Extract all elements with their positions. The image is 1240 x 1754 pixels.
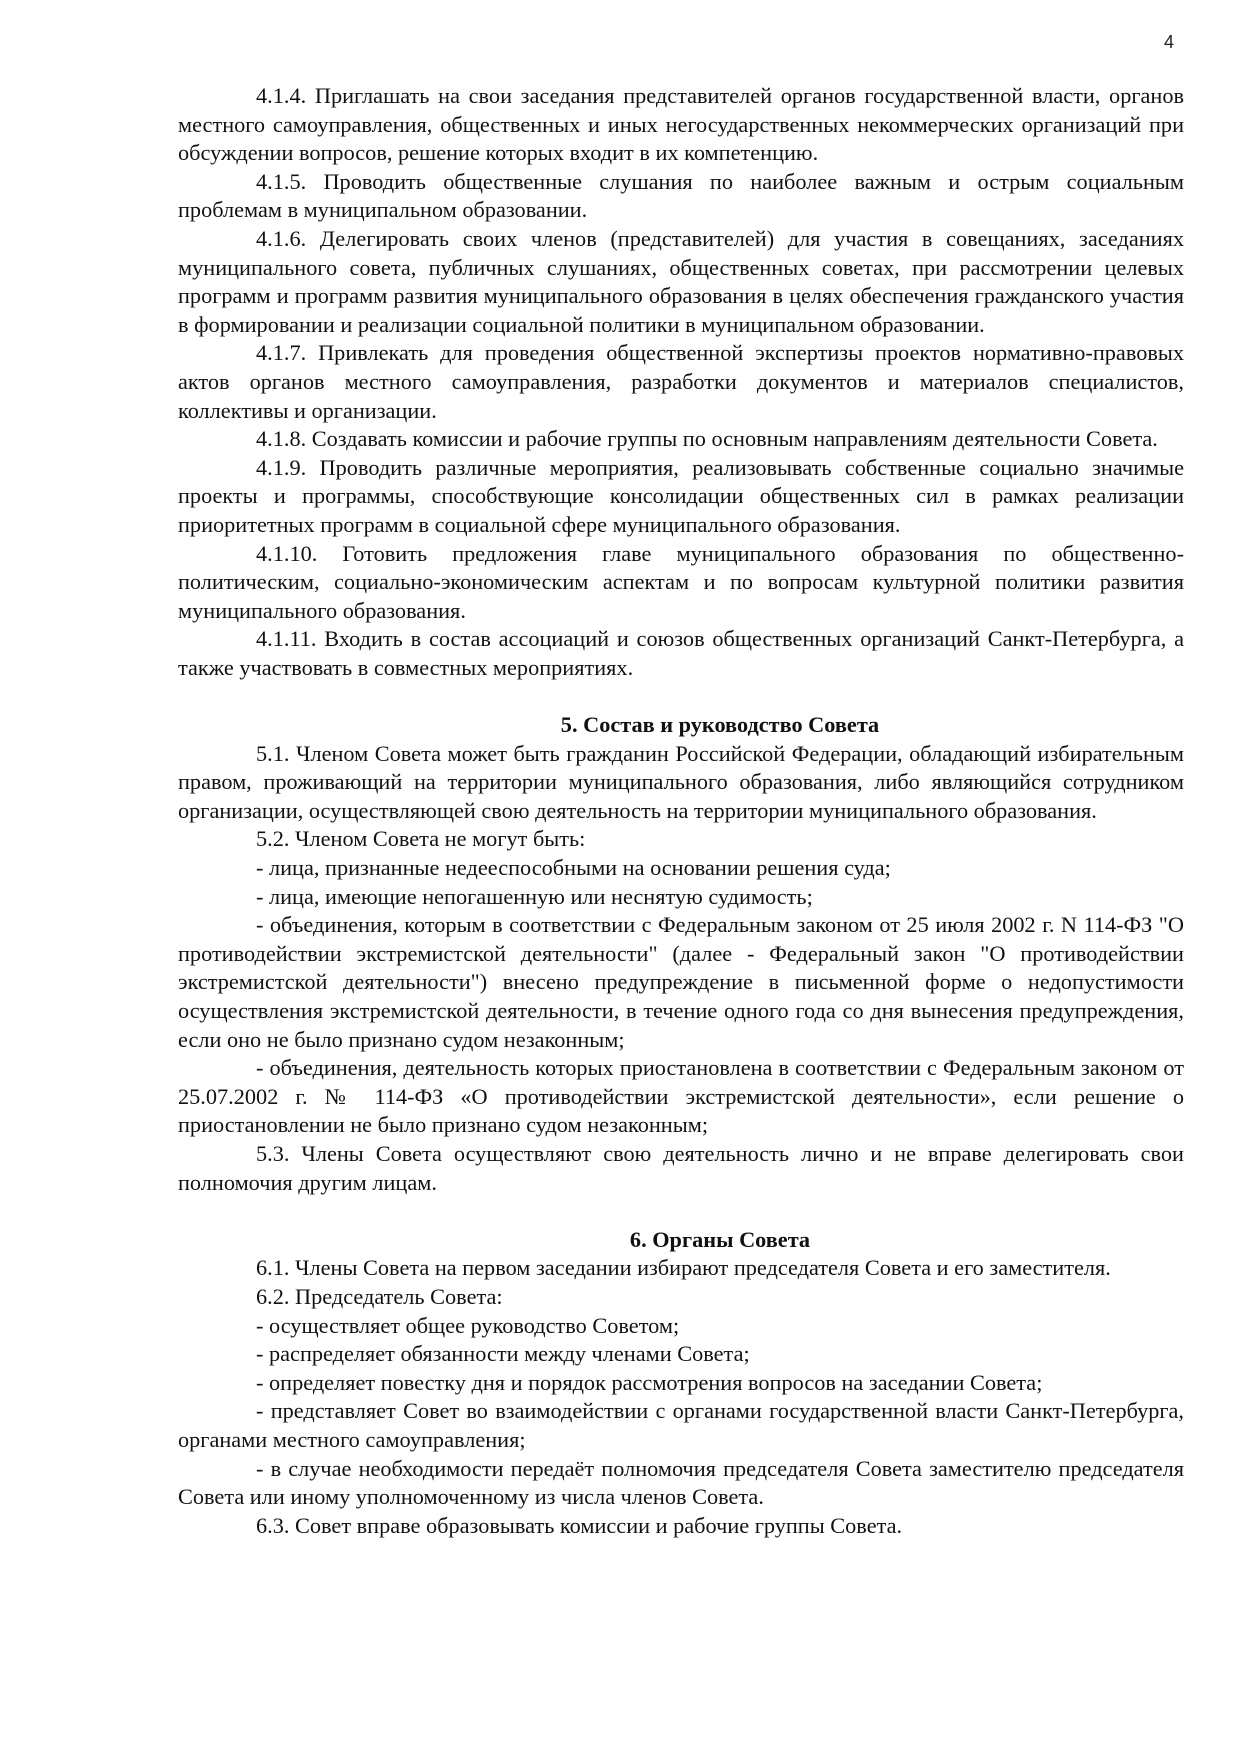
paragraph-5-1: 5.1. Членом Совета может быть гражданин Российской Федерации, обладающий избирательным правом, проживающий на территории муниципального образования, либо являющийся сотрудником организации, осуществляющей свою деятельность на территории муниципального образования.: [178, 740, 1184, 823]
document-body: [178, 82, 1184, 1540]
list-item: - в случае необходимости передаёт полномочия председателя Совета заместителю председателя Совета или иному уполномоченному из числа членов Совета.: [178, 1455, 1184, 1510]
list-item: - объединения, которым в соответствии с Федеральным законом от 25 июля 2002 г. N 114-ФЗ "О противодействии экстремистской деятельности" (далее - Федеральный закон "О противодействии экстремистской деятельности") внесено предупреждение в письменной форме о недопустимости осуществления экстремистской деятельности, в течение одного года со дня вынесения предупреждения, если оно не было признано судом незаконным;: [178, 912, 1184, 1052]
paragraph-4-1-8: 4.1.8. Создавать комиссии и рабочие группы по основным направлениям деятельности Совета.: [256, 426, 1158, 452]
page-number: 4: [1163, 32, 1174, 52]
list-item: - лица, имеющие непогашенную или неснятую судимость;: [256, 883, 813, 909]
section-6-heading: 6. Органы Совета: [629, 1226, 811, 1252]
paragraph-4-1-9: 4.1.9. Проводить различные мероприятия, реализовывать собственные социально значимые проекты и программы, способствующие консолидации общественных сил в рамках реализации приоритетных программ в социальной сфере муниципального образования.: [178, 454, 1184, 537]
paragraph-4-1-5: 4.1.5. Проводить общественные слушания по наиболее важным и острым социальным проблемам в муниципальном образовании.: [178, 168, 1184, 223]
section-5-heading: 5. Состав и руководство Совета: [560, 712, 880, 738]
paragraph-5-2: 5.2. Членом Совета не могут быть:: [256, 826, 586, 852]
section-spacer: [178, 1197, 1184, 1226]
paragraph-5-3: 5.3. Члены Совета осуществляют свою деятельность лично и не вправе делегировать свои полномочия другим лицам.: [178, 1140, 1184, 1195]
list-item: - определяет повестку дня и порядок рассмотрения вопросов на заседании Совета;: [256, 1369, 1043, 1395]
list-item: - распределяет обязанности между членами Совета;: [256, 1341, 750, 1367]
list-item: - осуществляет общее руководство Советом;: [256, 1312, 680, 1338]
paragraph-6-2: 6.2. Председатель Совета:: [256, 1283, 503, 1309]
section-spacer: [178, 682, 1184, 711]
list-item: - представляет Совет во взаимодействии с органами государственной власти Санкт-Петербурга, органами местного самоуправления;: [178, 1398, 1184, 1452]
paragraph-6-3: 6.3. Совет вправе образовывать комиссии и рабочие группы Совета.: [256, 1512, 903, 1538]
list-item: - лица, признанные недееспособными на основании решения суда;: [256, 855, 891, 881]
paragraph-4-1-6: 4.1.6. Делегировать своих членов (представителей) для участия в совещаниях, заседаниях муниципального совета, публичных слушаниях, общественных советах, при рассмотрении целевых программ и программ развития муниципального образования в целях обеспечения гражданского участия в формировании и реализации социальной политики в муниципальном образовании.: [178, 225, 1184, 337]
paragraph-4-1-11: 4.1.11. Входить в состав ассоциаций и союзов общественных организаций Санкт-Петербурга, а также участвовать в совместных мероприятиях.: [178, 626, 1184, 680]
paragraph-4-1-7: 4.1.7. Привлекать для проведения общественной экспертизы проектов нормативно-правовых актов органов местного самоуправления, разработки документов и материалов специалистов, коллективы и организации.: [178, 340, 1184, 423]
paragraph-4-1-10: 4.1.10. Готовить предложения главе муниципального образования по общественно-политическим, социально-экономическим аспектам и по вопросам культурной политики развития муниципального образования.: [178, 540, 1184, 623]
list-item: - объединения, деятельность которых приостановлена в соответствии с Федеральным законом от 25.07.2002 г. № 114-ФЗ «О противодействии экстремистской деятельности», если решение о приостановлении не было признано судом незаконным;: [178, 1055, 1184, 1138]
paragraph-4-1-4: 4.1.4. Приглашать на свои заседания представителей органов государственной власти, органов местного самоуправления, общественных и иных негосударственных некоммерческих организаций при обсуждении вопросов, решение которых входит в их компетенцию.: [178, 83, 1184, 166]
paragraph-6-1: 6.1. Члены Совета на первом заседании избирают председателя Совета и его заместителя.: [256, 1255, 1111, 1281]
